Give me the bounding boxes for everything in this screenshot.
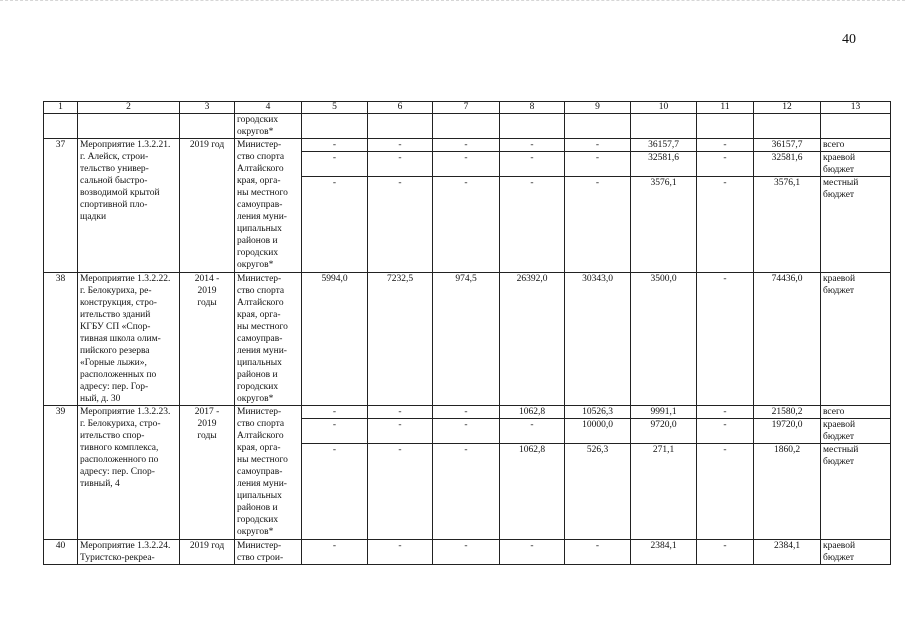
- executor-cell: [235, 540, 302, 565]
- measure-description-line: пийского резерва: [80, 346, 150, 356]
- value-cell: -: [368, 139, 433, 152]
- executor-cell: [235, 273, 302, 406]
- value-cell: -: [697, 419, 754, 444]
- measure-description-line: г. Алейск, строи-: [80, 152, 149, 162]
- value-cell: -: [500, 152, 565, 177]
- value-cell: -: [500, 540, 565, 565]
- empty-cell: [302, 114, 368, 139]
- value-cell: -: [500, 139, 565, 152]
- row-number: 38: [44, 273, 78, 406]
- value-cell: 36157,7: [631, 139, 697, 152]
- value-cell: 26392,0: [500, 273, 565, 406]
- value-cell: 1062,8: [500, 444, 565, 540]
- measure-description-line: КГБУ СП «Спор-: [80, 322, 151, 332]
- executor-cell: [235, 114, 302, 139]
- value-cell: 10000,0: [565, 419, 631, 444]
- period-cell-line: 2019 год: [189, 140, 225, 150]
- value-cell: 36157,7: [754, 139, 821, 152]
- funding-source-line: бюджет: [823, 553, 855, 563]
- value-cell: 32581,6: [631, 152, 697, 177]
- executor-cell: [235, 406, 302, 540]
- executor-cell-line: самоуправ-: [237, 334, 283, 344]
- executor-cell-line: районов и: [237, 236, 278, 246]
- row-number: 37: [44, 139, 78, 273]
- value-cell: 19720,0: [754, 419, 821, 444]
- table-row: [44, 273, 891, 406]
- value-cell: -: [368, 152, 433, 177]
- value-cell: 74436,0: [754, 273, 821, 406]
- period-cell-line: 2019: [197, 419, 217, 429]
- column-header: 10: [631, 102, 697, 114]
- column-header: 7: [433, 102, 500, 114]
- value-cell: -: [565, 177, 631, 273]
- executor-cell-line: городских: [237, 382, 279, 392]
- empty-cell: [433, 114, 500, 139]
- executor-cell-line: Алтайского: [237, 431, 284, 441]
- value-cell: 3576,1: [754, 177, 821, 273]
- measure-description-line: щадки: [80, 212, 107, 222]
- value-cell: -: [302, 139, 368, 152]
- executor-cell-line: Министер-: [237, 140, 282, 150]
- value-cell: 9720,0: [631, 419, 697, 444]
- measure-description-line: сальной быстро-: [80, 176, 148, 186]
- funding-source-line: бюджет: [823, 457, 855, 467]
- value-cell: -: [368, 419, 433, 444]
- column-header: 13: [821, 102, 891, 114]
- value-cell: -: [433, 177, 500, 273]
- measure-description-line: тивная школа олим-: [80, 334, 161, 344]
- value-cell: -: [302, 419, 368, 444]
- period-cell: [180, 540, 235, 565]
- value-cell: -: [302, 540, 368, 565]
- measure-description-line: ный, д. 30: [80, 394, 121, 404]
- value-cell: 2384,1: [631, 540, 697, 565]
- funding-source: [821, 177, 891, 273]
- executor-cell-line: ны местного: [237, 322, 288, 332]
- measure-description-line: адресу: пер. Спор-: [80, 467, 155, 477]
- executor-cell-line: районов и: [237, 370, 278, 380]
- executor-cell-line: округов*: [237, 260, 274, 270]
- column-header: 2: [78, 102, 180, 114]
- funding-source: [821, 444, 891, 540]
- period-cell-line: 2014 -: [194, 274, 220, 284]
- funding-source: [821, 152, 891, 177]
- measure-description-line: расположенных по: [80, 370, 157, 380]
- measure-description-line: г. Белокуриха, ре-: [80, 286, 152, 296]
- row-number: 39: [44, 406, 78, 540]
- period-cell-line: 2019 год: [189, 541, 225, 551]
- funding-source: [821, 540, 891, 565]
- value-cell: 10526,3: [565, 406, 631, 419]
- funding-source-line: краевой: [823, 153, 856, 163]
- measure-description-line: Мероприятие 1.3.2.21.: [80, 140, 171, 150]
- executor-cell-line: ципальных: [237, 358, 282, 368]
- measure-description-line: «Горные лыжи»,: [80, 358, 147, 368]
- empty-cell: [821, 114, 891, 139]
- funding-source-line: бюджет: [823, 286, 855, 296]
- value-cell: -: [500, 177, 565, 273]
- measure-description: [78, 406, 180, 540]
- column-header: 9: [565, 102, 631, 114]
- column-header: 12: [754, 102, 821, 114]
- empty-cell: [500, 114, 565, 139]
- executor-cell-line: края, орга-: [237, 443, 281, 453]
- value-cell: -: [697, 540, 754, 565]
- column-header: 6: [368, 102, 433, 114]
- executor-cell-line: края, орга-: [237, 310, 281, 320]
- value-cell: -: [433, 419, 500, 444]
- executor-cell-line: городских: [237, 515, 279, 525]
- header-row: [44, 102, 891, 114]
- value-cell: 7232,5: [368, 273, 433, 406]
- column-header: 5: [302, 102, 368, 114]
- funding-source-line: всего: [823, 407, 845, 417]
- empty-cell: [565, 114, 631, 139]
- value-cell: -: [697, 152, 754, 177]
- executor-cell-line: ство строи-: [237, 553, 284, 563]
- executor-cell-line: ципальных: [237, 224, 282, 234]
- value-cell: -: [433, 444, 500, 540]
- measure-description-line: Мероприятие 1.3.2.24.: [80, 541, 171, 551]
- page-number: 40: [842, 32, 856, 47]
- measure-description-line: спортивной пло-: [80, 200, 148, 210]
- value-cell: -: [368, 177, 433, 273]
- value-cell: 271,1: [631, 444, 697, 540]
- value-cell: 3576,1: [631, 177, 697, 273]
- executor-cell-line: округов*: [237, 394, 274, 404]
- continuation-row: [44, 114, 891, 139]
- empty-cell: [44, 114, 78, 139]
- value-cell: -: [500, 419, 565, 444]
- measure-description-line: г. Белокуриха, стро-: [80, 419, 161, 429]
- value-cell: 9991,1: [631, 406, 697, 419]
- measure-description-line: тивного комплекса,: [80, 443, 159, 453]
- value-cell: -: [302, 406, 368, 419]
- column-header: 1: [44, 102, 78, 114]
- value-cell: 974,5: [433, 273, 500, 406]
- empty-cell: [754, 114, 821, 139]
- measure-description: [78, 540, 180, 565]
- period-cell-line: годы: [197, 298, 217, 308]
- value-cell: -: [302, 444, 368, 540]
- value-cell: 2384,1: [754, 540, 821, 565]
- value-cell: 526,3: [565, 444, 631, 540]
- executor-cell-line: ство спорта: [237, 286, 285, 296]
- measure-description-line: ительство спор-: [80, 431, 145, 441]
- measure-description-line: расположенного по: [80, 455, 159, 465]
- value-cell: -: [368, 540, 433, 565]
- column-header: 8: [500, 102, 565, 114]
- column-header: 4: [235, 102, 302, 114]
- table-row: [44, 406, 891, 419]
- measure-description-line: ительство зданий: [80, 310, 151, 320]
- executor-cell-line: ления муни-: [237, 212, 287, 222]
- measure-description-line: тивный, 4: [80, 479, 120, 489]
- empty-cell: [78, 114, 180, 139]
- executor-cell-line: городских: [237, 248, 279, 258]
- measure-description-line: Мероприятие 1.3.2.23.: [80, 407, 171, 417]
- empty-cell: [368, 114, 433, 139]
- executor-cell-line: округов*: [237, 127, 274, 137]
- empty-cell: [697, 114, 754, 139]
- value-cell: -: [565, 139, 631, 152]
- value-cell: -: [565, 152, 631, 177]
- funding-source: [821, 273, 891, 406]
- value-cell: -: [697, 177, 754, 273]
- value-cell: -: [302, 177, 368, 273]
- executor-cell-line: ны местного: [237, 188, 288, 198]
- measure-description-line: возводимой крытой: [80, 188, 160, 198]
- value-cell: 32581,6: [754, 152, 821, 177]
- executor-cell-line: Министер-: [237, 274, 282, 284]
- executor-cell-line: округов*: [237, 527, 274, 537]
- value-cell: -: [368, 444, 433, 540]
- funding-source-line: бюджет: [823, 190, 855, 200]
- scan-edge: [0, 0, 905, 4]
- value-cell: 1062,8: [500, 406, 565, 419]
- funding-source-line: краевой: [823, 274, 856, 284]
- measure-description-line: конструкция, стро-: [80, 298, 157, 308]
- value-cell: 30343,0: [565, 273, 631, 406]
- measure-description: [78, 139, 180, 273]
- value-cell: -: [433, 540, 500, 565]
- period-cell-line: 2019: [197, 286, 217, 296]
- funding-source-line: бюджет: [823, 432, 855, 442]
- executor-cell-line: ны местного: [237, 455, 288, 465]
- executor-cell-line: Алтайского: [237, 164, 284, 174]
- measure-description: [78, 273, 180, 406]
- value-cell: 3500,0: [631, 273, 697, 406]
- period-cell-line: годы: [197, 431, 217, 441]
- value-cell: -: [433, 139, 500, 152]
- funding-source: [821, 139, 891, 152]
- funding-source-line: краевой: [823, 420, 856, 430]
- table-row: [44, 540, 891, 565]
- executor-cell-line: районов и: [237, 503, 278, 513]
- funding-source-line: местный: [823, 445, 859, 455]
- measure-description-line: Мероприятие 1.3.2.22.: [80, 274, 171, 284]
- executor-cell-line: ство спорта: [237, 419, 285, 429]
- funding-source: [821, 419, 891, 444]
- executor-cell-line: ления муни-: [237, 479, 287, 489]
- executor-cell-line: ство спорта: [237, 152, 285, 162]
- empty-cell: [180, 114, 235, 139]
- period-cell: [180, 406, 235, 540]
- funding-source-line: бюджет: [823, 165, 855, 175]
- executor-cell-line: Министер-: [237, 407, 282, 417]
- measure-description-line: тельство универ-: [80, 164, 149, 174]
- column-header: 3: [180, 102, 235, 114]
- empty-cell: [631, 114, 697, 139]
- executor-cell: [235, 139, 302, 273]
- value-cell: -: [697, 406, 754, 419]
- measure-description-line: адресу: пер. Гор-: [80, 382, 149, 392]
- executor-cell-line: самоуправ-: [237, 467, 283, 477]
- executor-cell-line: городских: [237, 115, 279, 125]
- row-number: 40: [44, 540, 78, 565]
- budget-table: [43, 101, 891, 565]
- value-cell: -: [697, 139, 754, 152]
- executor-cell-line: Министер-: [237, 541, 282, 551]
- value-cell: -: [697, 273, 754, 406]
- value-cell: 5994,0: [302, 273, 368, 406]
- period-cell: [180, 139, 235, 273]
- executor-cell-line: края, орга-: [237, 176, 281, 186]
- period-cell: [180, 273, 235, 406]
- table-row: [44, 139, 891, 152]
- value-cell: -: [565, 540, 631, 565]
- executor-cell-line: Алтайского: [237, 298, 284, 308]
- period-cell-line: 2017 -: [194, 407, 220, 417]
- funding-source: [821, 406, 891, 419]
- executor-cell-line: самоуправ-: [237, 200, 283, 210]
- value-cell: 21580,2: [754, 406, 821, 419]
- value-cell: -: [433, 406, 500, 419]
- value-cell: -: [433, 152, 500, 177]
- executor-cell-line: ципальных: [237, 491, 282, 501]
- column-header: 11: [697, 102, 754, 114]
- executor-cell-line: ления муни-: [237, 346, 287, 356]
- funding-source-line: местный: [823, 178, 859, 188]
- value-cell: 1860,2: [754, 444, 821, 540]
- value-cell: -: [302, 152, 368, 177]
- measure-description-line: Туристско-рекреа-: [80, 553, 155, 563]
- value-cell: -: [368, 406, 433, 419]
- funding-source-line: всего: [823, 140, 845, 150]
- value-cell: -: [697, 444, 754, 540]
- funding-source-line: краевой: [823, 541, 856, 551]
